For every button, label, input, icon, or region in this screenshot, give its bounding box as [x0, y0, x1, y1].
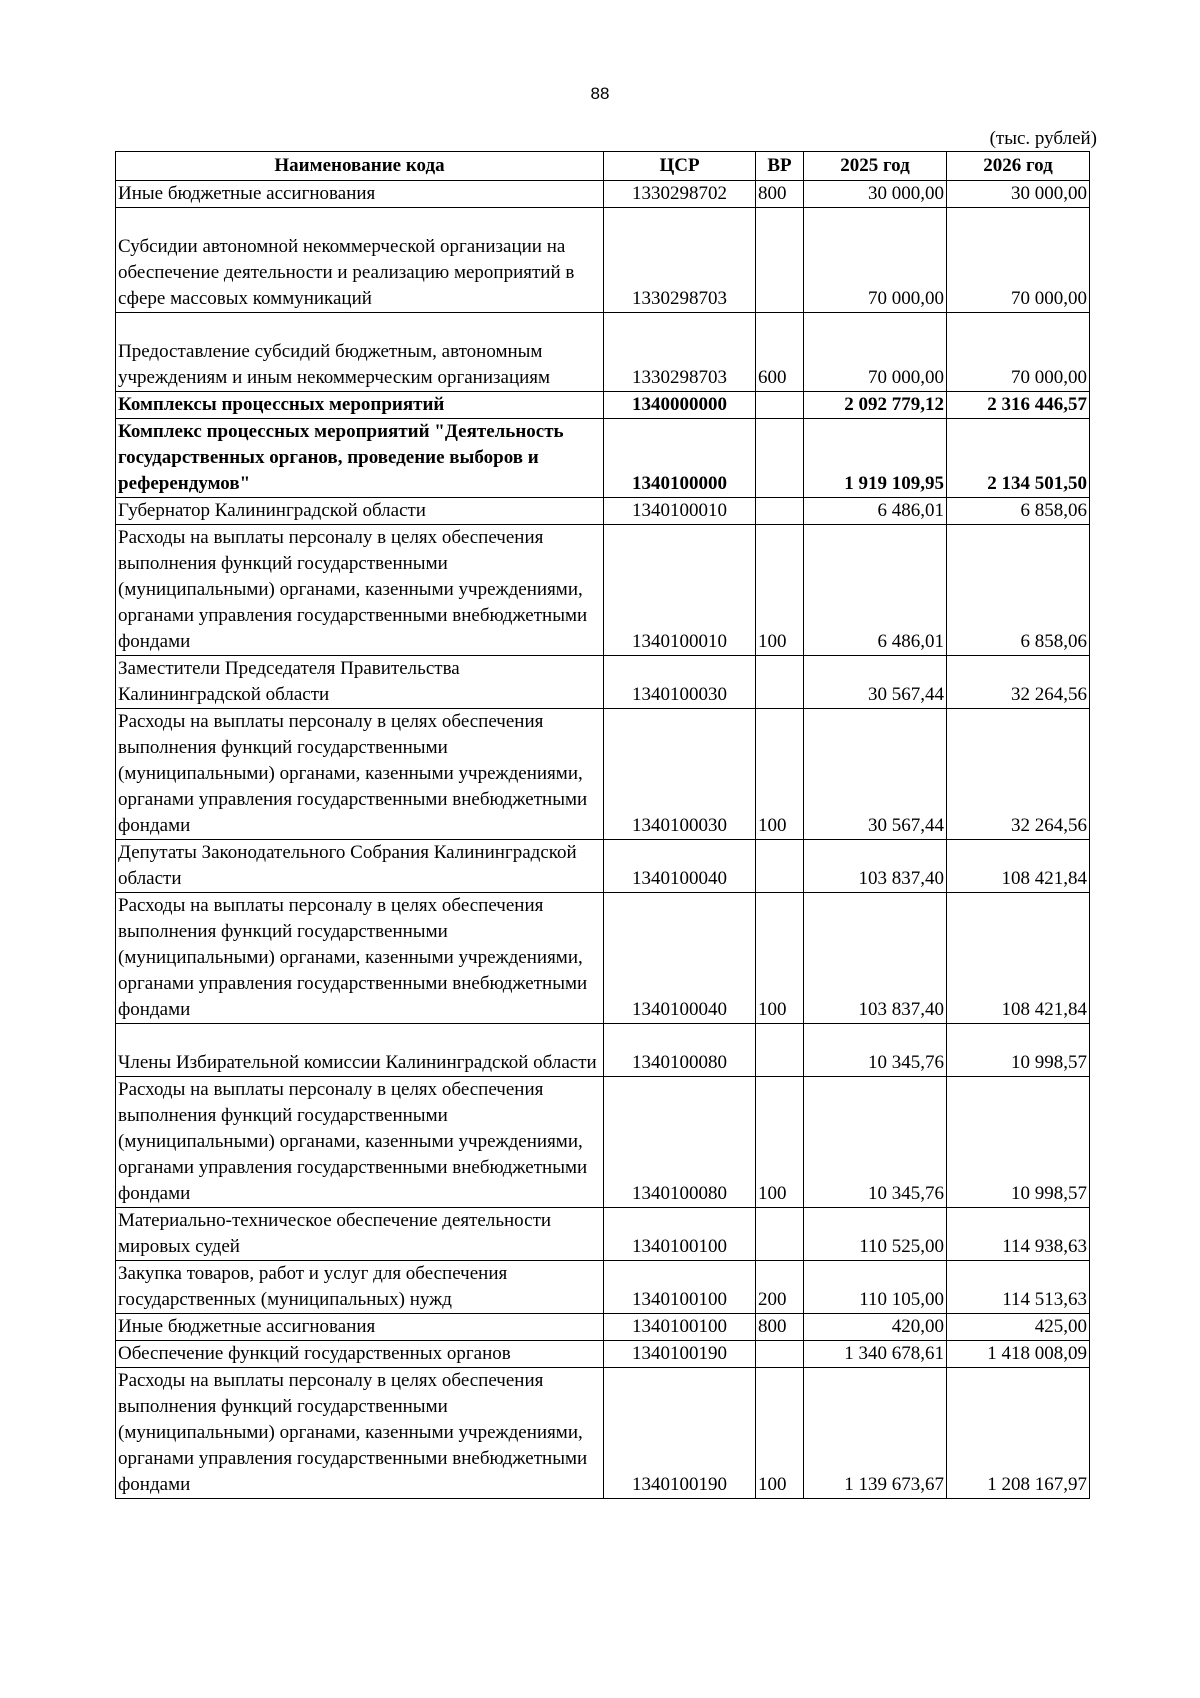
- table-row: [116, 1261, 1090, 1314]
- table-row: [116, 525, 1090, 656]
- cell-name: Расходы на выплаты персоналу в целях обеспечения выполнения функций государственными (муниципальными) органами, казенными учреждениями, органами управления государственными внебюджетными фондами: [116, 525, 604, 656]
- cell-2026: 6 858,06: [947, 525, 1090, 656]
- cell-name: Заместители Председателя Правительства Калининградской области: [116, 656, 604, 709]
- table-row: [116, 208, 1090, 313]
- table-row: [116, 709, 1090, 840]
- table-row: [116, 1314, 1090, 1341]
- cell-vr: [756, 656, 804, 709]
- cell-vr: [756, 419, 804, 498]
- cell-2025: 10 345,76: [804, 1077, 947, 1208]
- cell-csr: 1340100040: [604, 840, 756, 893]
- cell-2026: 32 264,56: [947, 656, 1090, 709]
- cell-2026: 425,00: [947, 1314, 1090, 1341]
- cell-name: Расходы на выплаты персоналу в целях обеспечения выполнения функций государственными (муниципальными) органами, казенными учреждениями, органами управления государственными внебюджетными фондами: [116, 1077, 604, 1208]
- cell-2026: 70 000,00: [947, 313, 1090, 392]
- cell-name: Иные бюджетные ассигнования: [116, 1314, 604, 1341]
- cell-vr: 100: [756, 709, 804, 840]
- cell-name: Закупка товаров, работ и услуг для обеспечения государственных (муниципальных) нужд: [116, 1261, 604, 1314]
- table-row: [116, 840, 1090, 893]
- cell-2026: 2 316 446,57: [947, 392, 1090, 419]
- cell-vr: [756, 1341, 804, 1368]
- cell-2026: 1 418 008,09: [947, 1341, 1090, 1368]
- cell-name: Материально-техническое обеспечение деятельности мировых судей: [116, 1208, 604, 1261]
- header-vr: ВР: [756, 152, 804, 181]
- cell-2026: 10 998,57: [947, 1024, 1090, 1077]
- table-row: [116, 498, 1090, 525]
- table-row: [116, 392, 1090, 419]
- cell-2025: 70 000,00: [804, 208, 947, 313]
- cell-vr: [756, 1024, 804, 1077]
- table-row: [116, 1368, 1090, 1499]
- cell-csr: 1340100100: [604, 1208, 756, 1261]
- cell-name: Расходы на выплаты персоналу в целях обеспечения выполнения функций государственными (муниципальными) органами, казенными учреждениями, органами управления государственными внебюджетными фондами: [116, 893, 604, 1024]
- cell-2025: 30 567,44: [804, 656, 947, 709]
- table-row: [116, 313, 1090, 392]
- cell-2025: 10 345,76: [804, 1024, 947, 1077]
- header-2025: 2025 год: [804, 152, 947, 181]
- cell-vr: 200: [756, 1261, 804, 1314]
- cell-vr: 100: [756, 1368, 804, 1499]
- cell-csr: 1340100080: [604, 1024, 756, 1077]
- units-label: (тыс. рублей): [989, 128, 1097, 149]
- cell-vr: 100: [756, 1077, 804, 1208]
- cell-2025: 1 919 109,95: [804, 419, 947, 498]
- cell-csr: 1340100010: [604, 498, 756, 525]
- table-row: [116, 181, 1090, 208]
- table-body: [116, 181, 1090, 1499]
- cell-csr: 1340100040: [604, 893, 756, 1024]
- cell-csr: 1340100100: [604, 1314, 756, 1341]
- cell-csr: 1330298703: [604, 208, 756, 313]
- cell-csr: 1340100010: [604, 525, 756, 656]
- cell-vr: 600: [756, 313, 804, 392]
- table-row: [116, 893, 1090, 1024]
- table-row: [116, 1208, 1090, 1261]
- cell-2025: 103 837,40: [804, 840, 947, 893]
- cell-vr: [756, 1208, 804, 1261]
- cell-2026: 70 000,00: [947, 208, 1090, 313]
- table-row: [116, 419, 1090, 498]
- cell-2026: 10 998,57: [947, 1077, 1090, 1208]
- header-csr: ЦСР: [604, 152, 756, 181]
- cell-2026: 6 858,06: [947, 498, 1090, 525]
- cell-vr: 800: [756, 1314, 804, 1341]
- table-header-row: [116, 152, 1090, 181]
- cell-vr: [756, 840, 804, 893]
- cell-csr: 1340100080: [604, 1077, 756, 1208]
- cell-csr: 1340100030: [604, 656, 756, 709]
- header-name: Наименование кода: [116, 152, 604, 181]
- budget-table: [115, 151, 1090, 1499]
- cell-csr: 1340100030: [604, 709, 756, 840]
- table-row: [116, 1024, 1090, 1077]
- cell-2025: 1 139 673,67: [804, 1368, 947, 1499]
- cell-vr: 100: [756, 893, 804, 1024]
- table-row: [116, 656, 1090, 709]
- cell-2025: 110 105,00: [804, 1261, 947, 1314]
- cell-vr: [756, 208, 804, 313]
- cell-name: Расходы на выплаты персоналу в целях обеспечения выполнения функций государственными (муниципальными) органами, казенными учреждениями, органами управления государственными внебюджетными фондами: [116, 709, 604, 840]
- cell-name: Губернатор Калининградской области: [116, 498, 604, 525]
- cell-2025: 110 525,00: [804, 1208, 947, 1261]
- cell-csr: 1340100000: [604, 419, 756, 498]
- cell-csr: 1340100100: [604, 1261, 756, 1314]
- cell-vr: 800: [756, 181, 804, 208]
- cell-2026: 108 421,84: [947, 893, 1090, 1024]
- cell-name: Предоставление субсидий бюджетным, автономным учреждениям и иным некоммерческим организациям: [116, 313, 604, 392]
- cell-name: Субсидии автономной некоммерческой организации на обеспечение деятельности и реализацию мероприятий в сфере массовых коммуникаций: [116, 208, 604, 313]
- cell-name: Комплекс процессных мероприятий "Деятельность государственных органов, проведение выборов и референдумов": [116, 419, 604, 498]
- cell-name: Расходы на выплаты персоналу в целях обеспечения выполнения функций государственными (муниципальными) органами, казенными учреждениями, органами управления государственными внебюджетными фондами: [116, 1368, 604, 1499]
- cell-2025: 2 092 779,12: [804, 392, 947, 419]
- cell-2026: 30 000,00: [947, 181, 1090, 208]
- cell-2026: 114 513,63: [947, 1261, 1090, 1314]
- cell-2026: 32 264,56: [947, 709, 1090, 840]
- cell-2026: 114 938,63: [947, 1208, 1090, 1261]
- cell-name: Члены Избирательной комиссии Калининградской области: [116, 1024, 604, 1077]
- cell-2025: 103 837,40: [804, 893, 947, 1024]
- cell-vr: [756, 498, 804, 525]
- cell-2025: 30 567,44: [804, 709, 947, 840]
- page-number: 88: [590, 84, 610, 103]
- cell-2025: 1 340 678,61: [804, 1341, 947, 1368]
- cell-vr: 100: [756, 525, 804, 656]
- table-row: [116, 1341, 1090, 1368]
- cell-csr: 1340100190: [604, 1368, 756, 1499]
- cell-2026: 108 421,84: [947, 840, 1090, 893]
- cell-csr: 1340000000: [604, 392, 756, 419]
- cell-2025: 70 000,00: [804, 313, 947, 392]
- cell-2026: 2 134 501,50: [947, 419, 1090, 498]
- cell-csr: 1330298703: [604, 313, 756, 392]
- cell-name: Иные бюджетные ассигнования: [116, 181, 604, 208]
- cell-csr: 1330298702: [604, 181, 756, 208]
- cell-name: Обеспечение функций государственных органов: [116, 1341, 604, 1368]
- cell-2025: 420,00: [804, 1314, 947, 1341]
- cell-2025: 30 000,00: [804, 181, 947, 208]
- cell-csr: 1340100190: [604, 1341, 756, 1368]
- cell-2025: 6 486,01: [804, 525, 947, 656]
- cell-2026: 1 208 167,97: [947, 1368, 1090, 1499]
- cell-name: Комплексы процессных мероприятий: [116, 392, 604, 419]
- table-row: [116, 1077, 1090, 1208]
- header-2026: 2026 год: [947, 152, 1090, 181]
- cell-name: Депутаты Законодательного Собрания Калининградской области: [116, 840, 604, 893]
- cell-2025: 6 486,01: [804, 498, 947, 525]
- cell-vr: [756, 392, 804, 419]
